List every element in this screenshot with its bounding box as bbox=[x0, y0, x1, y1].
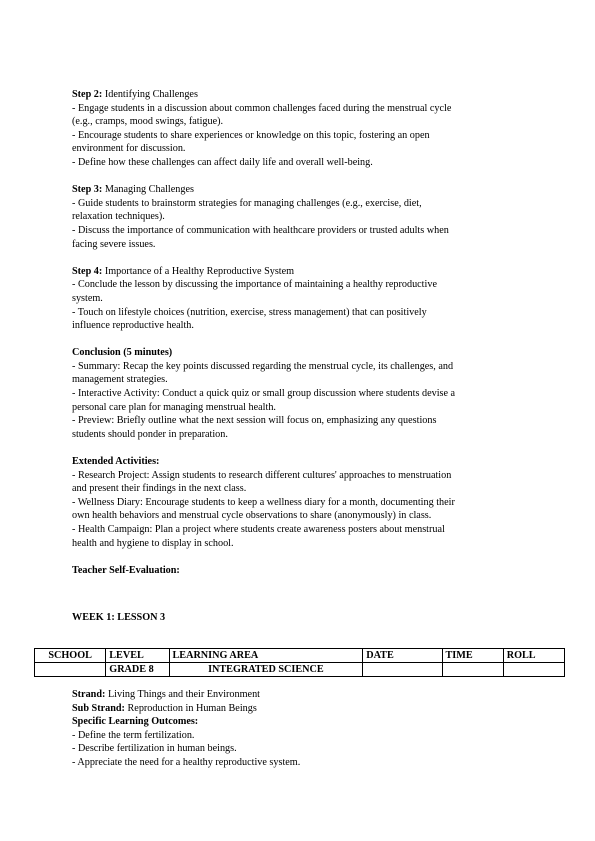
learning-outcomes-heading: Specific Learning Outcomes: bbox=[72, 716, 199, 728]
strand-label: Strand: bbox=[72, 689, 106, 700]
conclusion-section bbox=[72, 346, 532, 441]
learning-outcome-item: - Define the term fertilization. bbox=[72, 729, 195, 741]
extended-activities-line: - Research Project: Assign students to research different cultures' approaches to menstruation bbox=[72, 469, 452, 481]
learning-outcome-item: - Describe fertilization in human beings. bbox=[72, 743, 237, 755]
table-row bbox=[35, 663, 565, 677]
conclusion-line: students should ponder in preparation. bbox=[72, 428, 228, 440]
conclusion-line: - Summary: Recap the key points discussed regarding the menstrual cycle, its challenges, and bbox=[72, 360, 454, 372]
step-3-title: Managing Challenges bbox=[102, 184, 194, 196]
strand-section bbox=[72, 688, 300, 770]
step-4-line: - Conclude the lesson by discussing the importance of maintaining a healthy reproductive bbox=[72, 279, 437, 291]
learning-outcome-item: - Appreciate the need for a healthy reproductive system. bbox=[72, 756, 301, 768]
header-roll: ROLL bbox=[503, 649, 564, 663]
step-3-line: facing severe issues. bbox=[72, 238, 156, 250]
header-school: SCHOOL bbox=[35, 649, 106, 663]
extended-activities-line: health and hygiene to display in school. bbox=[72, 537, 234, 549]
step-2-line: environment for discussion. bbox=[72, 143, 186, 155]
header-date: DATE bbox=[363, 649, 442, 663]
step-4-title: Importance of a Healthy Reproductive System bbox=[102, 265, 295, 277]
lesson-content bbox=[72, 88, 532, 591]
step-4-line: - Touch on lifestyle choices (nutrition, exercise, stress management) that can positively bbox=[72, 306, 427, 318]
step-2-line: - Encourage students to share experiences or knowledge on this topic, fostering an open bbox=[72, 129, 430, 141]
conclusion-line: - Preview: Briefly outline what the next session will focus on, emphasizing any questions bbox=[72, 415, 437, 427]
extended-activities-line: and present their findings in the next class. bbox=[72, 483, 247, 495]
extended-activities-line: - Wellness Diary: Encourage students to keep a wellness diary for a month, documenting their bbox=[72, 496, 455, 508]
sub-strand-value: Reproduction in Human Beings bbox=[124, 702, 257, 714]
lesson-info-table bbox=[34, 648, 565, 677]
step-3-line: relaxation techniques). bbox=[72, 211, 165, 223]
cell-school bbox=[35, 663, 106, 677]
self-evaluation-heading: Teacher Self-Evaluation: bbox=[72, 564, 180, 576]
extended-activities-line: - Health Campaign: Plan a project where students create awareness posters about menstrual bbox=[72, 524, 445, 535]
step-2-label: Step 2: bbox=[72, 89, 103, 100]
step-2-line: - Define how these challenges can affect daily life and overall well-being. bbox=[72, 156, 373, 168]
extended-activities-line: own health behaviors and menstrual cycle observations to share (anonymously) in class. bbox=[72, 510, 432, 522]
header-level: LEVEL bbox=[106, 649, 169, 663]
sub-strand-label: Sub Strand: bbox=[72, 702, 125, 714]
cell-roll bbox=[503, 663, 564, 677]
cell-level: GRADE 8 bbox=[106, 663, 169, 677]
self-evaluation-section bbox=[72, 564, 532, 578]
conclusion-line: management strategies. bbox=[72, 374, 168, 386]
header-time: TIME bbox=[442, 649, 503, 663]
cell-date bbox=[363, 663, 442, 677]
step-2-line: (e.g., cramps, mood swings, fatigue). bbox=[72, 116, 224, 128]
step-2-title: Identifying Challenges bbox=[102, 89, 198, 100]
week-lesson-heading: WEEK 1: LESSON 3 bbox=[72, 612, 166, 623]
header-learning-area: LEARNING AREA bbox=[169, 649, 363, 663]
table-header-row bbox=[35, 649, 565, 663]
step-3-line: - Guide students to brainstorm strategies for managing challenges (e.g., exercise, diet, bbox=[72, 197, 422, 209]
step-2-section bbox=[72, 88, 532, 170]
conclusion-line: personal care plan for managing menstrual health. bbox=[72, 401, 276, 413]
step-3-line: - Discuss the importance of communication with healthcare providers or trusted adults when bbox=[72, 224, 449, 236]
extended-activities-section bbox=[72, 455, 532, 550]
step-4-label: Step 4: bbox=[72, 265, 103, 277]
strand-value: Living Things and their Environment bbox=[105, 689, 260, 700]
step-3-label: Step 3: bbox=[72, 184, 103, 196]
conclusion-heading: Conclusion (5 minutes) bbox=[72, 347, 173, 359]
step-3-section bbox=[72, 183, 532, 251]
step-4-line: influence reproductive health. bbox=[72, 320, 194, 332]
step-4-section bbox=[72, 265, 532, 333]
cell-learning-area: INTEGRATED SCIENCE bbox=[169, 663, 363, 677]
conclusion-line: - Interactive Activity: Conduct a quick quiz or small group discussion where students devise a bbox=[72, 388, 456, 400]
cell-time bbox=[442, 663, 503, 677]
step-2-line: - Engage students in a discussion about common challenges faced during the menstrual cycle bbox=[72, 102, 452, 114]
extended-activities-heading: Extended Activities: bbox=[72, 456, 160, 468]
step-4-line: system. bbox=[72, 292, 103, 304]
